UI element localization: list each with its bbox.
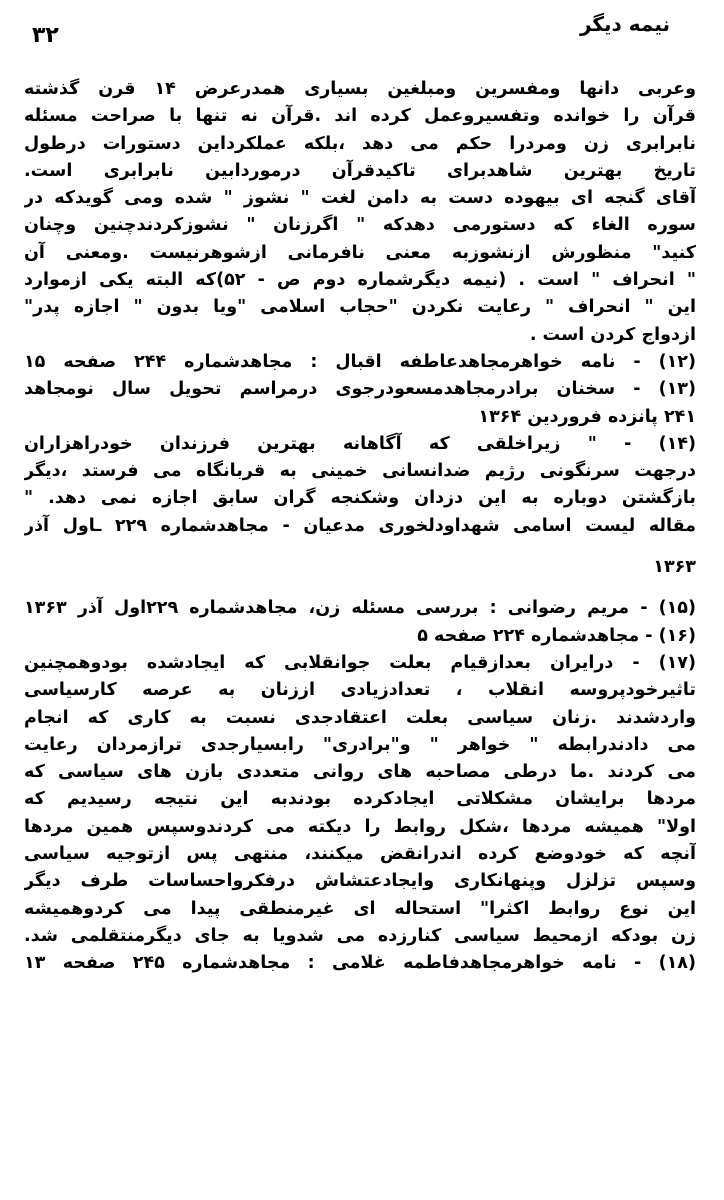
text-line: بازگشتن دوباره به این دزدان وشکنجه گران سابق اجازه نمی دهد. " — [24, 488, 696, 509]
text-line: قرآن را خوانده وتفسیروعمل کرده اند .قرآن نه تنها با صراحت مسئله — [24, 106, 696, 127]
text-line: درجهت سرنگونی رژیم ضدانسانی خمینی به قربانگاه می فرستد ،دیگر — [24, 461, 696, 482]
text-line: تاثیرخودپروسه انقلاب ، تعدادزیادی اززنان به عرصه کارسیاسی — [24, 680, 696, 701]
footnote-14: (۱۴) - " زیراخلقی که آگاهانه بهترین فرزندان خودراهزاران — [24, 433, 696, 454]
text-line: وعربی دانها ومفسرین ومبلغین بسیاری همدرعرض ۱۴ قرن گذشته — [24, 79, 696, 99]
running-header-title: نیمه دیگر — [579, 12, 670, 36]
footnote-15: (۱۵) - مریم رضوانی : بررسی مسئله زن، مجاهدشماره ۲۲۹اول آذر ۱۳۶۳ — [24, 598, 696, 619]
footnote-17: (۱۷) - درایران بعدازقیام بعلت جوانقلابی که ایجادشده بودوهمچنین — [24, 652, 696, 673]
footnote-12: (۱۲) - نامه خواهرمجاهدعاطفه اقبال : مجاهدشماره ۲۴۴ صفحه ۱۵ — [24, 351, 696, 372]
text-line: " انحراف " است . (نیمه دیگرشماره دوم ص - ۵۲)که البته یکی ازموارد — [24, 270, 696, 291]
text-line: آنچه که خودوضع کرده اندرانقض میکنند، منتهی پس ازتوجیه سیاسی — [24, 844, 696, 865]
text-line: ۱۳۶۳ — [653, 557, 696, 578]
text-line: این نوع روابط اکثرا" استحاله ای غیرمنطقی پیدا می کردوهمیشه — [24, 898, 696, 919]
text-line: اولا" همیشه مردها ،شکل روابط را دیکته می کردندوسپس همین مردها — [24, 816, 696, 837]
text-line: می کردند .ما درطی مصاحبه های روانی متعددی بازن های سیاسی که — [24, 762, 696, 783]
text-line: مردها برایشان مشکلاتی ایجادکرده بودندبه این نتیجه رسیدیم که — [24, 789, 696, 810]
text-line: ازدواج کردن است . — [529, 324, 696, 345]
text-line: می دادندرابطه " خواهر " و"برادری" رابسیارجدی ترازمردان رعایت — [24, 734, 696, 755]
text-line: این " انحراف " رعایت نکردن "حجاب اسلامی "ویا بدون " اجازه پدر" — [24, 297, 696, 318]
footnote-13: (۱۳) - سخنان برادرمجاهدمسعودرجوی درمراسم تحویل سال نومجاهد — [24, 379, 696, 400]
text-line: زن بودکه ازمحیط سیاسی کنارزده می شدویا به جای دیگرمنتقلمی شد. — [24, 925, 696, 946]
text-line: وسپس تزلزل وپنهانکاری وایجادعتشاش درفکرواحساسات طرف دیگر — [24, 871, 696, 892]
page-number: ۳۲ — [32, 23, 59, 48]
text-line: واردشدند .زنان سیاسی بعلت اعتقادجدی نسبت به کاری که انجام — [24, 707, 696, 728]
footnote-18: (۱۸) - نامه خواهرمجاهدفاطمه غلامی : مجاهدشماره ۲۴۵ صفحه ۱۳ — [24, 953, 696, 974]
text-line: مقاله لیست اسامی شهداودلخوری مدعیان - مجاهدشماره ۲۲۹ ـاول آذر — [24, 515, 696, 536]
text-line: آقای گنجه ای بیهوده دست به دامن لغت " نشوز " شده ومی گویدکه در — [24, 188, 696, 209]
footnote-16: (۱۶) - مجاهدشماره ۲۲۴ صفحه ۵ — [417, 625, 696, 646]
text-line: نابرابری زن ومردرا حکم می دهد ،بلکه عملکرداین دستورات درطول — [24, 133, 696, 154]
text-line: تاریخ بهترین شاهدبرای تاکیدقرآن درموردابین نابرابری است. — [24, 160, 696, 181]
text-line: سوره الغاء که دستورمی دهدکه " اگرزنان " نشوزکردندچنین وچنان — [24, 215, 696, 236]
body-text — [24, 76, 696, 978]
text-line: ۲۴۱ پانزده فروردین ۱۳۶۴ — [478, 406, 696, 427]
text-line: کنید" منظورش ازنشوزبه معنی نافرمانی ازشوهرنیست .ومعنی آن — [24, 242, 696, 263]
